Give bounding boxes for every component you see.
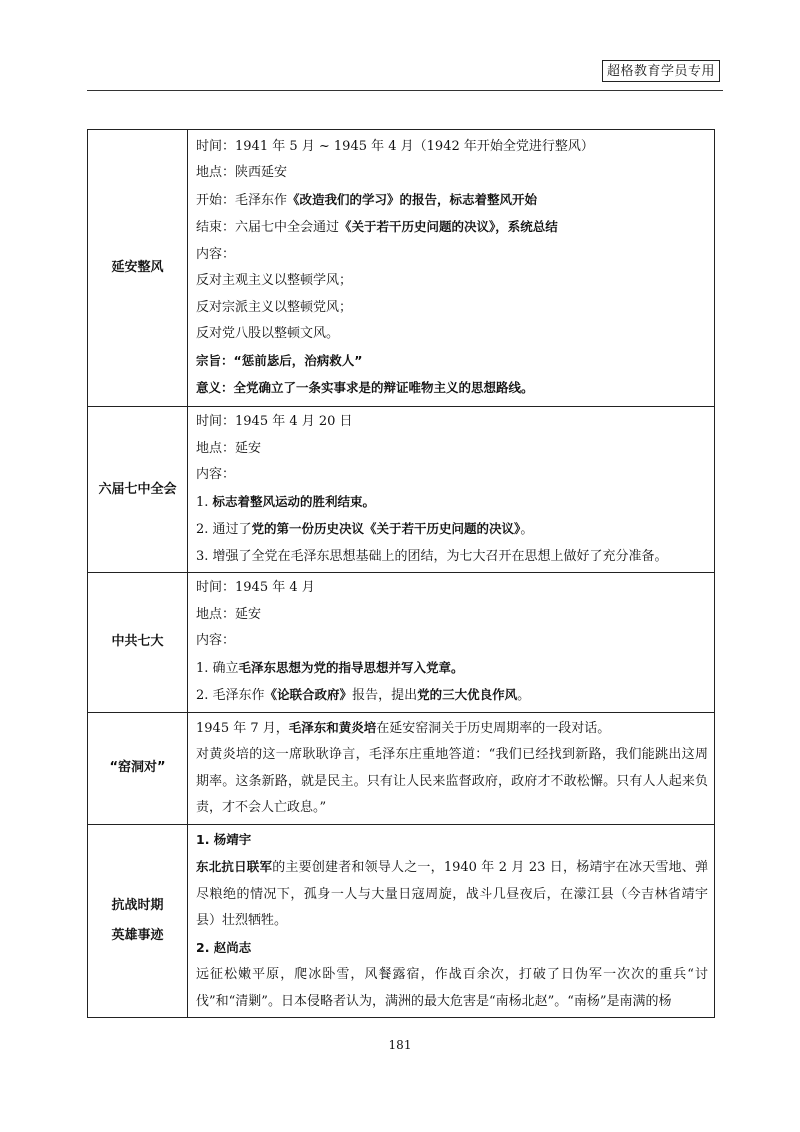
header-rule xyxy=(87,90,723,91)
text: 1. 确立 xyxy=(196,660,239,676)
bold-text: 毛泽东思想为党的指导思想并写入党章。 xyxy=(238,659,464,675)
content-line xyxy=(196,544,708,571)
content-line xyxy=(196,962,708,1015)
row-label xyxy=(88,824,188,1018)
row-label-text: 六届七中全会 xyxy=(98,481,177,497)
content-line xyxy=(196,409,708,436)
row-content xyxy=(188,573,715,713)
content-line xyxy=(196,160,708,187)
header-badge: 超格教育学员专用 xyxy=(602,60,720,82)
text: 时间：1941 年 5 月 ~ 1945 年 4 月（1942 年开始全党进行整风） xyxy=(196,138,594,154)
row-label-text: “窑洞对” xyxy=(109,760,166,775)
bold-text: 毛泽东和黄炎培 xyxy=(288,719,377,735)
content-table xyxy=(87,129,715,1018)
text: 1. xyxy=(196,494,213,510)
text: 。 xyxy=(520,522,534,537)
bold-text: 东北抗日联军 xyxy=(196,859,273,874)
content-line xyxy=(196,628,708,655)
text: 反对宗派主义以整顿党风； xyxy=(196,299,353,315)
content-line xyxy=(196,575,708,602)
content-line xyxy=(196,321,708,348)
content-line xyxy=(196,602,708,629)
content-line xyxy=(196,935,708,963)
bold-text: 2. 赵尚志 xyxy=(196,939,252,955)
bold-text: 《改造我们的学习》的报告，标志着整风开始 xyxy=(287,191,538,207)
text: 内容： xyxy=(196,467,236,482)
bold-text: 标志着整风运动的胜利结束。 xyxy=(212,493,376,509)
row-label-text: 延安整风 xyxy=(111,260,164,275)
text: 地点：延安 xyxy=(196,606,262,622)
table-row xyxy=(88,824,715,1018)
text: 时间：1945 年 4 月 20 日 xyxy=(196,414,353,429)
table-row xyxy=(88,712,715,824)
row-label xyxy=(88,573,188,713)
content-line xyxy=(196,242,708,269)
content-line xyxy=(196,375,708,403)
text: 远征松嫩平原，爬冰卧雪，风餐露宿，作战百余次，打破了日伪军一次次的重兵“讨伐”和“清剿”。日本侵略者认为，满洲的最大危害是“南杨北赵”。“南杨”是南满的杨 xyxy=(196,967,708,1009)
content-line xyxy=(196,827,708,855)
content-line xyxy=(196,295,708,322)
content-line xyxy=(196,715,708,743)
text: 地点：陕西延安 xyxy=(196,165,288,180)
content-line xyxy=(196,134,708,161)
text: 开始：毛泽东作 xyxy=(196,192,288,208)
text: 反对党八股以整顿文风。 xyxy=(196,326,340,341)
row-label xyxy=(88,407,188,573)
row-label-text: 英雄事迹 xyxy=(111,927,164,943)
text: 。 xyxy=(517,688,531,703)
content-line xyxy=(196,214,708,242)
content-line xyxy=(196,489,708,517)
content-line xyxy=(196,348,708,376)
text: 3. 增强了全党在毛泽东思想基础上的团结，为七大召开在思想上做好了充分准备。 xyxy=(196,548,668,564)
table-row xyxy=(88,130,715,407)
text: 2. 通过了 xyxy=(196,522,252,537)
text: 对黄炎培的这一席耿耿诤言，毛泽东庄重地答道：“我们已经找到新路，我们能跳出这周期率。这条新路，就是民主。只有让人民来监督政府，政府才不敢松懈。只有人人起来负责，才不会人亡政息。” xyxy=(196,747,708,815)
row-label-text: 抗战时期 xyxy=(111,897,164,913)
content-line xyxy=(196,187,708,215)
page-number: 181 xyxy=(388,1038,412,1052)
text: 时间：1945 年 4 月 xyxy=(196,580,315,595)
text: 在延安窑洞关于历史周期率的一段对话。 xyxy=(376,720,611,736)
content-line xyxy=(196,655,708,683)
bold-text: 《关于若干历史问题的决议》，系统总结 xyxy=(339,219,558,234)
bold-text: 1. 杨靖宇 xyxy=(196,831,252,847)
row-label xyxy=(88,712,188,824)
content-line xyxy=(196,268,708,295)
text: 的主要创建者和领导人之一，1940 年 2 月 23 日，杨靖宇在冰天雪地、弹尽粮绝的情况下，孤身一人与大量日寇周旋，战斗几昼夜后，在濛江县（今吉林省靖宇县）壮烈牺牲。 xyxy=(196,860,708,928)
bold-text: 意义：全党确立了一条实事求是的辩证唯物主义的思想路线。 xyxy=(196,380,534,395)
text: 2. 毛泽东作 xyxy=(196,688,265,703)
content-line xyxy=(196,436,708,463)
text: 结束：六届七中全会通过 xyxy=(196,220,340,235)
row-content xyxy=(188,130,715,407)
bold-text: 宗旨：“惩前毖后，治病救人” xyxy=(196,352,363,368)
content-line xyxy=(196,462,708,489)
text: 报告，提出 xyxy=(352,688,418,703)
table-row xyxy=(88,573,715,713)
text: 1945 年 7 月， xyxy=(196,720,289,736)
row-content xyxy=(188,712,715,824)
text: 内容： xyxy=(196,246,236,262)
text: 内容： xyxy=(196,633,236,648)
row-label xyxy=(88,130,188,407)
bold-text: 《论联合政府》 xyxy=(264,687,353,702)
text: 反对主观主义以整顿学风； xyxy=(196,273,353,288)
row-content xyxy=(188,407,715,573)
row-content xyxy=(188,824,715,1018)
bold-text: 党的三大优良作风 xyxy=(417,687,518,702)
content-line xyxy=(196,682,708,710)
content-line xyxy=(196,742,708,822)
text: 地点：延安 xyxy=(196,440,262,456)
content-line xyxy=(196,516,708,544)
row-label-text: 中共七大 xyxy=(111,634,164,650)
content-line xyxy=(196,854,708,935)
bold-text: 党的第一份历史决议《关于若干历史问题的决议》 xyxy=(251,521,521,536)
table-row xyxy=(88,407,715,573)
